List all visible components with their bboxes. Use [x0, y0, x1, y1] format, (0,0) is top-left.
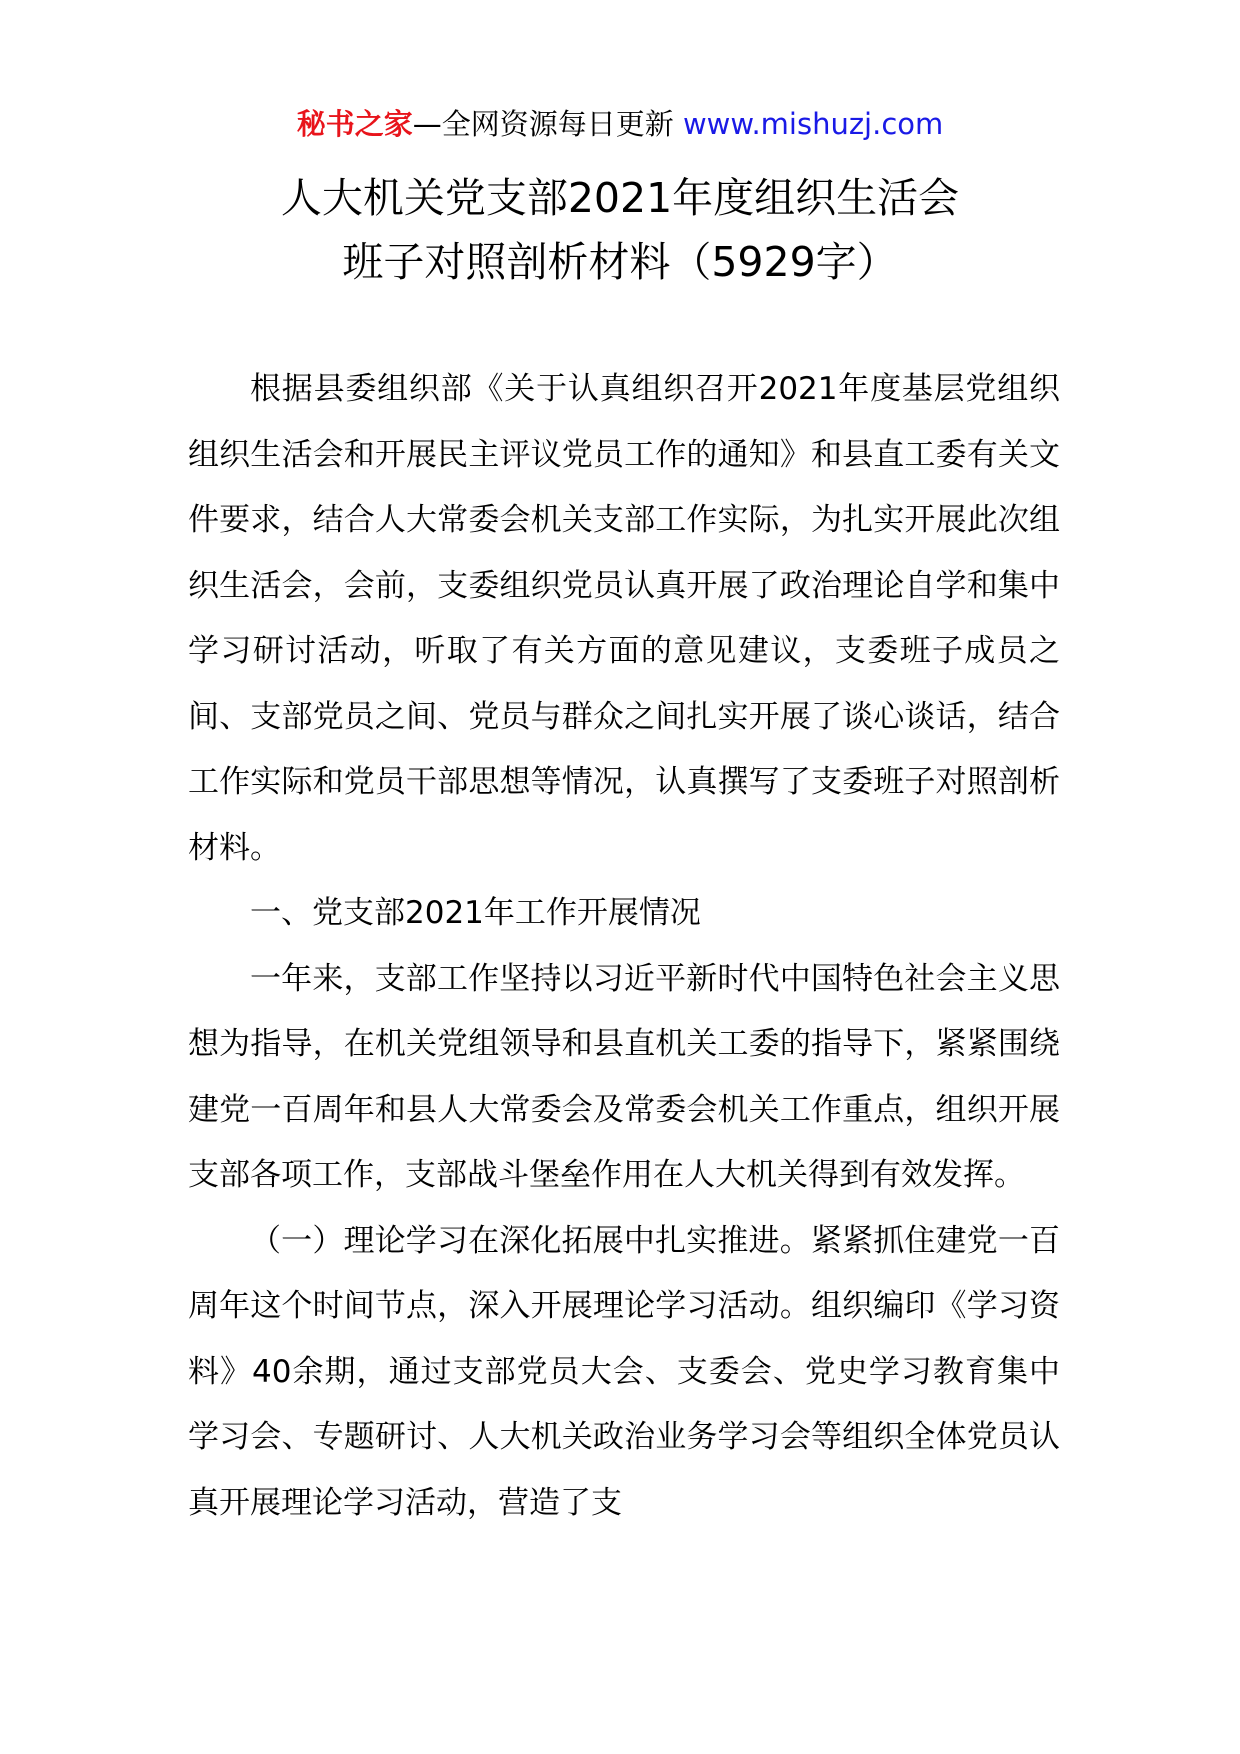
paragraph-summary: 一年来，支部工作坚持以习近平新时代中国特色社会主义思想为指导，在机关党组领导和县直机关工委的指导下，紧紧围绕建党一百周年和县人大常委会及常委会机关工作重点，组织开展支部各项工作，支部战斗堡垒作用在人大机关得到有效发挥。	[188, 960, 1060, 1193]
section-heading: 一、党支部2021年工作开展情况	[250, 895, 701, 931]
paragraph-intro: 根据县委组织部《关于认真组织召开2021年度基层党组织组织生活会和开展民主评议党员工作的通知》和县直工委有关文件要求，结合人大常委会机关支部工作实际，为扎实开展此次组织生活会，会前，支委组织党员认真开展了政治理论自学和集中学习研讨活动，听取了有关方面的意见建议，支委班子成员之间、支部党员之间、党员与群众之间扎实开展了谈心谈话，结合工作实际和党员干部思想等情况，认真撰写了支委班子对照剖析材料。	[188, 371, 1060, 866]
document-title	[0, 166, 1240, 294]
document-body	[188, 357, 1060, 1536]
header-tagline: —全网资源每日更新	[412, 107, 674, 141]
paragraph-theory-study: （一）理论学习在深化拓展中扎实推进。紧紧抓住建党一百周年这个时间节点，深入开展理论学习活动。组织编印《学习资料》40余期，通过支部党员大会、支委会、党史学习教育集中学习会、专题研讨、人大机关政治业务学习会等组织全体党员认真开展理论学习活动，营造了支	[188, 1222, 1060, 1521]
site-header	[0, 102, 1240, 146]
title-line-2: 班子对照剖析材料（5929字）	[342, 238, 898, 286]
site-url-link[interactable]: www.mishuzj.com	[682, 107, 944, 141]
brand-name: 秘书之家	[296, 107, 413, 141]
title-line-1: 人大机关党支部2021年度组织生活会	[280, 174, 960, 222]
